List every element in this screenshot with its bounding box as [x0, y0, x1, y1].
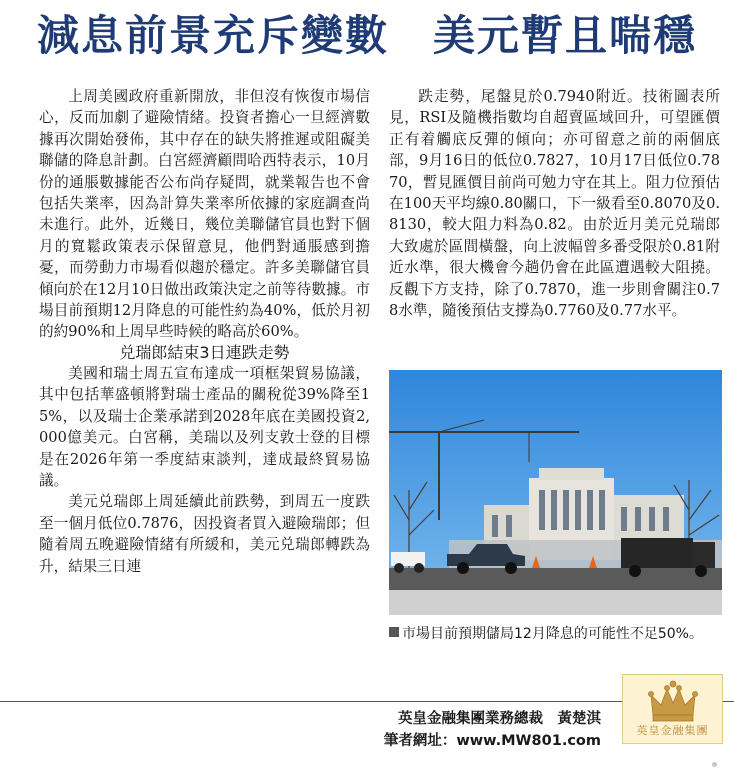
- article-paragraph: 美元兑瑞郎上周延續此前跌勢，到周五一度跌至一個月低位0.7876，因投資者買入避險瑞郎；但隨着周五晚避險情緒有所緩和，美元兑瑞郎轉跌為升，結果三日連: [39, 493, 370, 575]
- right-column: [389, 86, 720, 321]
- photo-caption-text: 市場目前預期儲局12月降息的可能性不足50%。: [402, 626, 703, 642]
- logo-text: 英皇金融集團: [636, 724, 709, 737]
- article-paragraph: 上周美國政府重新開放，非但沒有恢復市場信心，反而加劇了避險情緒。投資者擔心一旦經濟數據再次開始發佈，其中存在的缺失將推遲或阻礙美聯儲的降息計劃。白宮經濟顧問哈西特表示，10月份的通脹數據能否公布尚存疑問，就業報告也不會包括失業率，因為計算失業率所依據的家庭調查尚未進行。此外，近幾日，幾位美聯儲官員也對下個月的寬鬆政策表示保留意見，他們對通脹感到擔憂，而勞動力市場看似趨於穩定。許多美聯儲官員傾向於在12月10日做出政策決定之前等待數據。市場目前預期12月降息的可能性約為40%，低於月初的約90%和上周早些時候的略高於60%。: [39, 88, 370, 341]
- left-column: [39, 86, 370, 577]
- author-website: 筆者網址：www.MW801.com: [383, 733, 601, 749]
- caption-square-icon: [389, 627, 399, 637]
- subheading: 兑瑞郎結束3日連跌走勢: [119, 342, 290, 362]
- photo-caption: [389, 624, 723, 645]
- headline: 減息前景充斥變數 美元暫且喘穩: [36, 11, 697, 60]
- byline: [384, 708, 601, 752]
- article-paragraph: 美國和瑞士周五宣布達成一項框架貿易協議，其中包括華盛頓將對瑞士產品的關稅從39%降至15%，以及瑞士企業承諾到2028年底在美國投資2,000億美元。白宮稱，美瑞以及列支敦士登的目標是在2026年第一季度結束談判，達成最終貿易協議。: [39, 364, 370, 489]
- federal-reserve-photo: [389, 370, 722, 615]
- article-paragraph: 跌走勢，尾盤見於0.7940附近。技術圖表所見，RSI及隨機指數均自超賣區域回升，可望匯價正有着觸底反彈的傾向；亦可留意之前的兩個底部，9月16日的低位0.7827，10月17日低位0.7870，暫見匯價目前尚可勉力守在其上。阻力位預估在100天平均線0.80關口，下一級看至0.8070及0.8130，較大阻力料為0.82。由於近月美元兑瑞郎大致處於區間橫盤，向上波幅曾多番受限於0.81附近水準，很大機會今趟仍會在此區遭遇較大阻撓。反觀下方支持，除了0.7870，進一步則會關注0.78水準，隨後預估支撐為0.7760及0.77水平。: [389, 88, 720, 320]
- page-marker-dot: [712, 762, 717, 767]
- author-line: 英皇金融集團業務總裁 黃楚淇: [398, 711, 601, 727]
- building-photo-illustration: [389, 370, 722, 615]
- company-logo: [622, 674, 723, 744]
